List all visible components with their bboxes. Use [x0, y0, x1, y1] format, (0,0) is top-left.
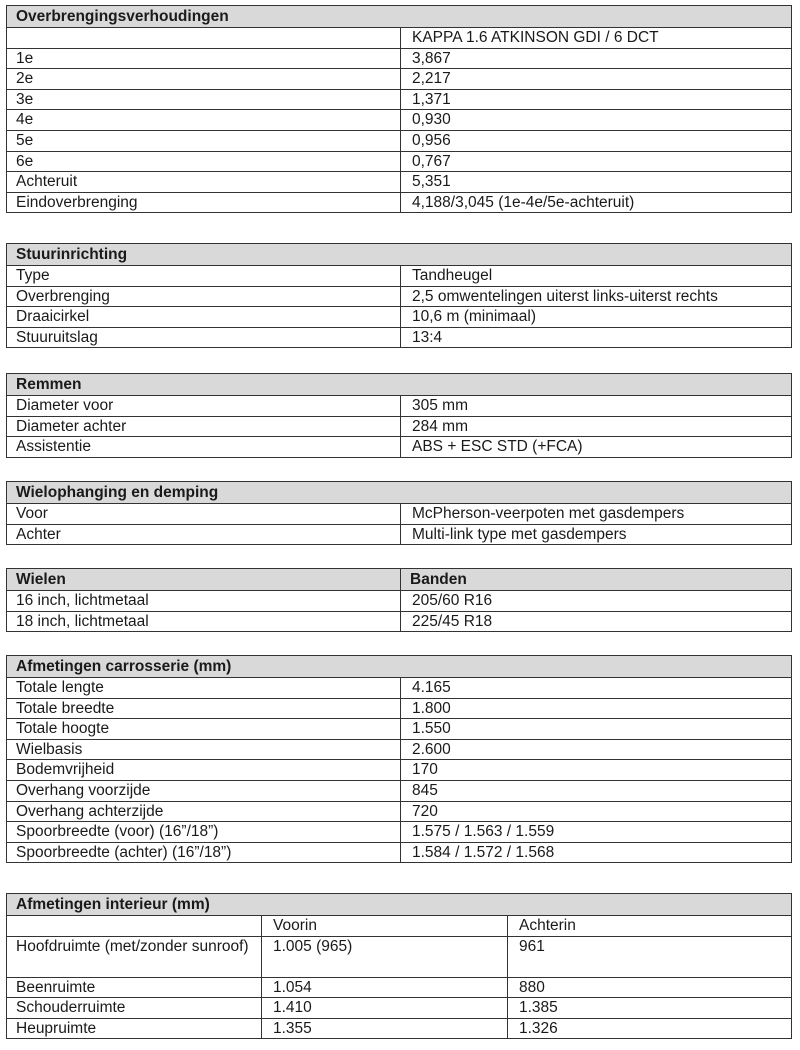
row-label: Diameter voor: [7, 396, 401, 417]
row-label: Overhang achterzijde: [7, 801, 401, 822]
table-row: [7, 327, 792, 348]
row-label: Voor: [7, 504, 401, 525]
row-value: 5,351: [401, 172, 792, 193]
row-value: 1.800: [401, 698, 792, 719]
row-label: Hoofdruimte (met/zonder sunroof): [7, 936, 262, 977]
row-value-rear: 961: [508, 936, 792, 977]
engine-label: KAPPA 1.6 ATKINSON GDI / 6 DCT: [401, 28, 792, 49]
steering-table: [6, 243, 792, 348]
section-title: Afmetingen interieur (mm): [7, 894, 792, 916]
table-row: [7, 760, 792, 781]
row-value: 0,930: [401, 110, 792, 131]
row-value: 3,867: [401, 48, 792, 69]
section-title: Afmetingen carrosserie (mm): [7, 656, 792, 678]
row-value-front: 1.410: [262, 998, 508, 1019]
row-label: Achter: [7, 524, 401, 545]
table-row: [7, 719, 792, 740]
row-label: Wielbasis: [7, 739, 401, 760]
table-row: [7, 266, 792, 287]
table-row: [7, 842, 792, 863]
table-row: [7, 286, 792, 307]
suspension-table: [6, 481, 792, 545]
row-value: 0,956: [401, 130, 792, 151]
row-value: 2.600: [401, 739, 792, 760]
row-value-rear: 880: [508, 977, 792, 998]
row-value: ABS + ESC STD (+FCA): [401, 437, 792, 458]
section-title: Wielophanging en demping: [7, 482, 792, 504]
row-label: 16 inch, lichtmetaal: [7, 591, 401, 612]
row-value: 225/45 R18: [401, 611, 792, 632]
row-value: 1.584 / 1.572 / 1.568: [401, 842, 792, 863]
table-row: [7, 801, 792, 822]
row-label: 5e: [7, 130, 401, 151]
row-label: 2e: [7, 69, 401, 90]
row-value: McPherson-veerpoten met gasdempers: [401, 504, 792, 525]
table-row: [7, 591, 792, 612]
interior-dimensions-table: [6, 893, 792, 1039]
row-value: 0,767: [401, 151, 792, 172]
row-label: 3e: [7, 89, 401, 110]
table-row: [7, 739, 792, 760]
table-row: [7, 48, 792, 69]
row-value: 845: [401, 780, 792, 801]
table-row: [7, 504, 792, 525]
row-value: 4,188/3,045 (1e-4e/5e-achteruit): [401, 192, 792, 213]
row-value: Tandheugel: [401, 266, 792, 287]
table-row: [7, 69, 792, 90]
row-label: Overhang voorzijde: [7, 780, 401, 801]
row-label: 18 inch, lichtmetaal: [7, 611, 401, 632]
row-label: [7, 28, 401, 49]
table-row: [7, 977, 792, 998]
row-label: Spoorbreedte (achter) (16”/18”): [7, 842, 401, 863]
row-value-rear: 1.326: [508, 1018, 792, 1039]
row-label: Draaicirkel: [7, 307, 401, 328]
row-value: Multi-link type met gasdempers: [401, 524, 792, 545]
row-value: 2,5 omwentelingen uiterst links-uiterst rechts: [401, 286, 792, 307]
row-label: 1e: [7, 48, 401, 69]
row-label: Overbrenging: [7, 286, 401, 307]
table-row: [7, 998, 792, 1019]
row-value: 305 mm: [401, 396, 792, 417]
row-value: 2,217: [401, 69, 792, 90]
row-value: 284 mm: [401, 416, 792, 437]
row-label: Bodemvrijheid: [7, 760, 401, 781]
section-title-tyres: Banden: [401, 569, 792, 591]
row-label: 4e: [7, 110, 401, 131]
table-row: [7, 192, 792, 213]
row-value-front: 1.054: [262, 977, 508, 998]
row-value: 4.165: [401, 678, 792, 699]
column-header-empty: [7, 916, 262, 937]
column-header-rear: Achterin: [508, 916, 792, 937]
table-row: [7, 611, 792, 632]
row-value: 1.550: [401, 719, 792, 740]
row-value-front: 1.005 (965): [262, 936, 508, 977]
table-row: [7, 524, 792, 545]
table-row: [7, 396, 792, 417]
table-row: [7, 172, 792, 193]
row-value-rear: 1.385: [508, 998, 792, 1019]
body-dimensions-table: [6, 655, 792, 863]
table-row: [7, 307, 792, 328]
row-value: 1,371: [401, 89, 792, 110]
row-value-front: 1.355: [262, 1018, 508, 1039]
row-label: Heupruimte: [7, 1018, 262, 1039]
gear-ratios-table: [6, 5, 792, 213]
row-label: Stuuruitslag: [7, 327, 401, 348]
table-row: [7, 698, 792, 719]
table-row: [7, 151, 792, 172]
table-header-row: [7, 916, 792, 937]
section-title: Stuurinrichting: [7, 244, 792, 266]
brakes-table: [6, 373, 792, 458]
table-row: [7, 437, 792, 458]
row-label: 6e: [7, 151, 401, 172]
table-row: [7, 416, 792, 437]
table-row: [7, 28, 792, 49]
row-label: Assistentie: [7, 437, 401, 458]
row-label: Type: [7, 266, 401, 287]
table-row: [7, 1018, 792, 1039]
wheels-table: [6, 568, 792, 632]
table-row: [7, 780, 792, 801]
row-label: Totale breedte: [7, 698, 401, 719]
row-label: Diameter achter: [7, 416, 401, 437]
table-row: [7, 822, 792, 843]
row-value: 1.575 / 1.563 / 1.559: [401, 822, 792, 843]
row-label: Schouderruimte: [7, 998, 262, 1019]
table-row: [7, 130, 792, 151]
row-value: 170: [401, 760, 792, 781]
row-value: 10,6 m (minimaal): [401, 307, 792, 328]
column-header-front: Voorin: [262, 916, 508, 937]
row-label: Spoorbreedte (voor) (16”/18”): [7, 822, 401, 843]
row-value: 720: [401, 801, 792, 822]
table-row: [7, 936, 792, 977]
row-label: Eindoverbrenging: [7, 192, 401, 213]
row-label: Totale hoogte: [7, 719, 401, 740]
section-title: Remmen: [7, 374, 792, 396]
row-label: Achteruit: [7, 172, 401, 193]
row-label: Totale lengte: [7, 678, 401, 699]
section-title: Wielen: [7, 569, 401, 591]
table-row: [7, 89, 792, 110]
row-value: 205/60 R16: [401, 591, 792, 612]
table-row: [7, 678, 792, 699]
section-title: Overbrengingsverhoudingen: [7, 6, 792, 28]
row-label: Beenruimte: [7, 977, 262, 998]
table-row: [7, 110, 792, 131]
row-value: 13:4: [401, 327, 792, 348]
